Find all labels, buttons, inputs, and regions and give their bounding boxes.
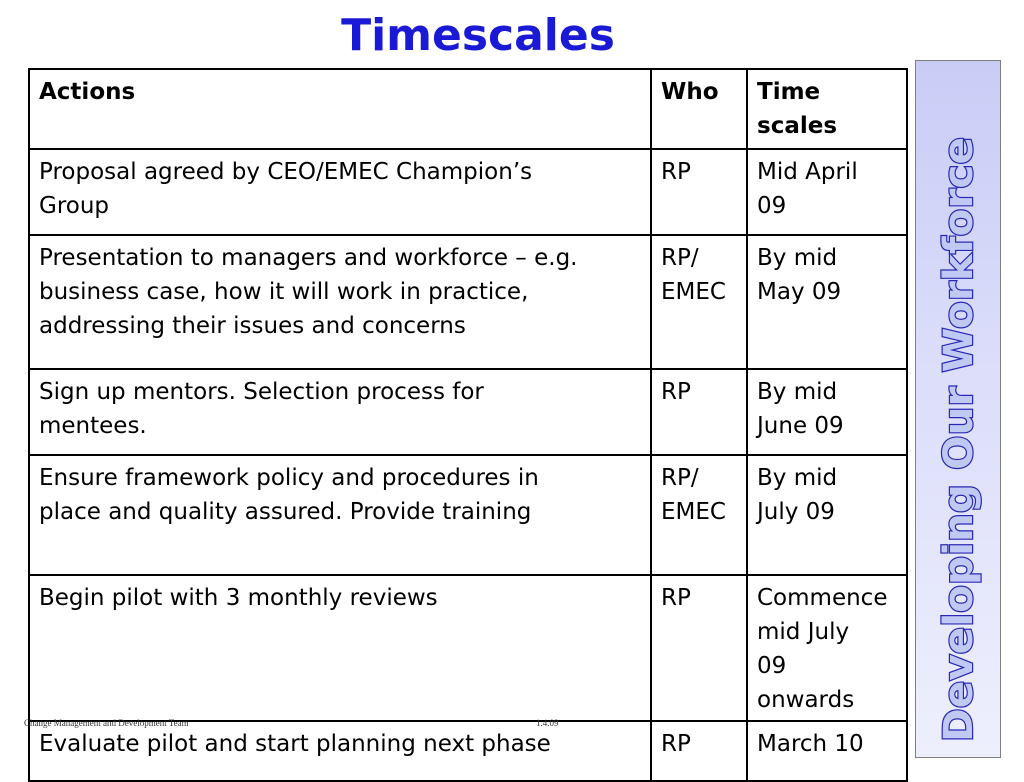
- action-cell-line: mentees.: [39, 413, 147, 439]
- who-cell-line: EMEC: [661, 279, 726, 305]
- time-cell-line: July 09: [757, 499, 835, 525]
- time-cell-line: By mid: [757, 245, 838, 271]
- time-cell: [747, 149, 907, 235]
- time-cell-line: May 09: [757, 279, 842, 305]
- who-cell: [651, 721, 747, 781]
- action-cell: [29, 369, 651, 455]
- table-row: [29, 455, 907, 575]
- time-cell: [747, 235, 907, 369]
- time-cell: [747, 721, 907, 781]
- time-cell: [747, 369, 907, 455]
- side-banner-graphic: [916, 61, 1002, 759]
- who-cell: [651, 455, 747, 575]
- footer-date: 1.4.09: [536, 718, 559, 728]
- time-cell: [747, 455, 907, 575]
- action-cell: [29, 721, 651, 781]
- table-body: [29, 149, 907, 781]
- who-cell-line: RP: [661, 731, 691, 757]
- header-who: Who: [651, 69, 747, 149]
- table-row: [29, 575, 907, 721]
- time-cell-line: onwards: [757, 687, 855, 713]
- action-cell-line: place and quality assured. Provide training: [39, 499, 532, 525]
- time-cell-line: Mid April: [757, 159, 858, 185]
- action-cell-line: Presentation to managers and workforce – e.g.: [39, 245, 578, 271]
- timescales-table: [28, 68, 908, 782]
- time-cell: [747, 575, 907, 721]
- time-cell-line: By mid: [757, 465, 838, 491]
- header-scales-line: scales: [757, 113, 838, 139]
- action-cell-line: Evaluate pilot and start planning next phase: [39, 731, 551, 757]
- time-cell-line: 09: [757, 653, 787, 679]
- action-cell: [29, 455, 651, 575]
- action-cell-line: Begin pilot with 3 monthly reviews: [39, 585, 438, 611]
- time-cell-line: mid July: [757, 619, 850, 645]
- header-actions: Actions: [29, 69, 651, 149]
- action-cell: [29, 235, 651, 369]
- time-cell-line: Commence: [757, 585, 888, 611]
- action-cell-line: Proposal agreed by CEO/EMEC Champion’s: [39, 159, 533, 185]
- table-row: [29, 721, 907, 781]
- header-time-scales: [747, 69, 907, 149]
- table-row: [29, 369, 907, 455]
- action-cell-line: Ensure framework policy and procedures in: [39, 465, 539, 491]
- side-banner-text: Developing Our Workforce: [936, 145, 982, 742]
- who-cell-line: RP: [661, 585, 691, 611]
- who-cell-line: RP: [661, 379, 691, 405]
- who-cell-line: RP/: [661, 245, 699, 271]
- table-header-row: [29, 69, 907, 149]
- who-cell-line: RP/: [661, 465, 699, 491]
- who-cell: [651, 149, 747, 235]
- header-time-line: Time: [757, 79, 821, 105]
- action-cell: [29, 149, 651, 235]
- action-cell: [29, 575, 651, 721]
- footer-team: Change Management and Development Team: [24, 718, 189, 728]
- who-cell: [651, 575, 747, 721]
- side-banner: [915, 60, 1001, 758]
- table-row: [29, 235, 907, 369]
- who-cell: [651, 369, 747, 455]
- time-cell-line: March 10: [757, 731, 864, 757]
- time-cell-line: June 09: [757, 413, 844, 439]
- who-cell: [651, 235, 747, 369]
- action-cell-line: Group: [39, 193, 110, 219]
- time-cell-line: By mid: [757, 379, 838, 405]
- action-cell-line: Sign up mentors. Selection process for: [39, 379, 484, 405]
- who-cell-line: RP: [661, 159, 691, 185]
- slide-title: Timescales: [341, 10, 615, 61]
- who-cell-line: EMEC: [661, 499, 726, 525]
- action-cell-line: business case, how it will work in practice,: [39, 279, 529, 305]
- time-cell-line: 09: [757, 193, 787, 219]
- table-row: [29, 149, 907, 235]
- action-cell-line: addressing their issues and concerns: [39, 313, 466, 339]
